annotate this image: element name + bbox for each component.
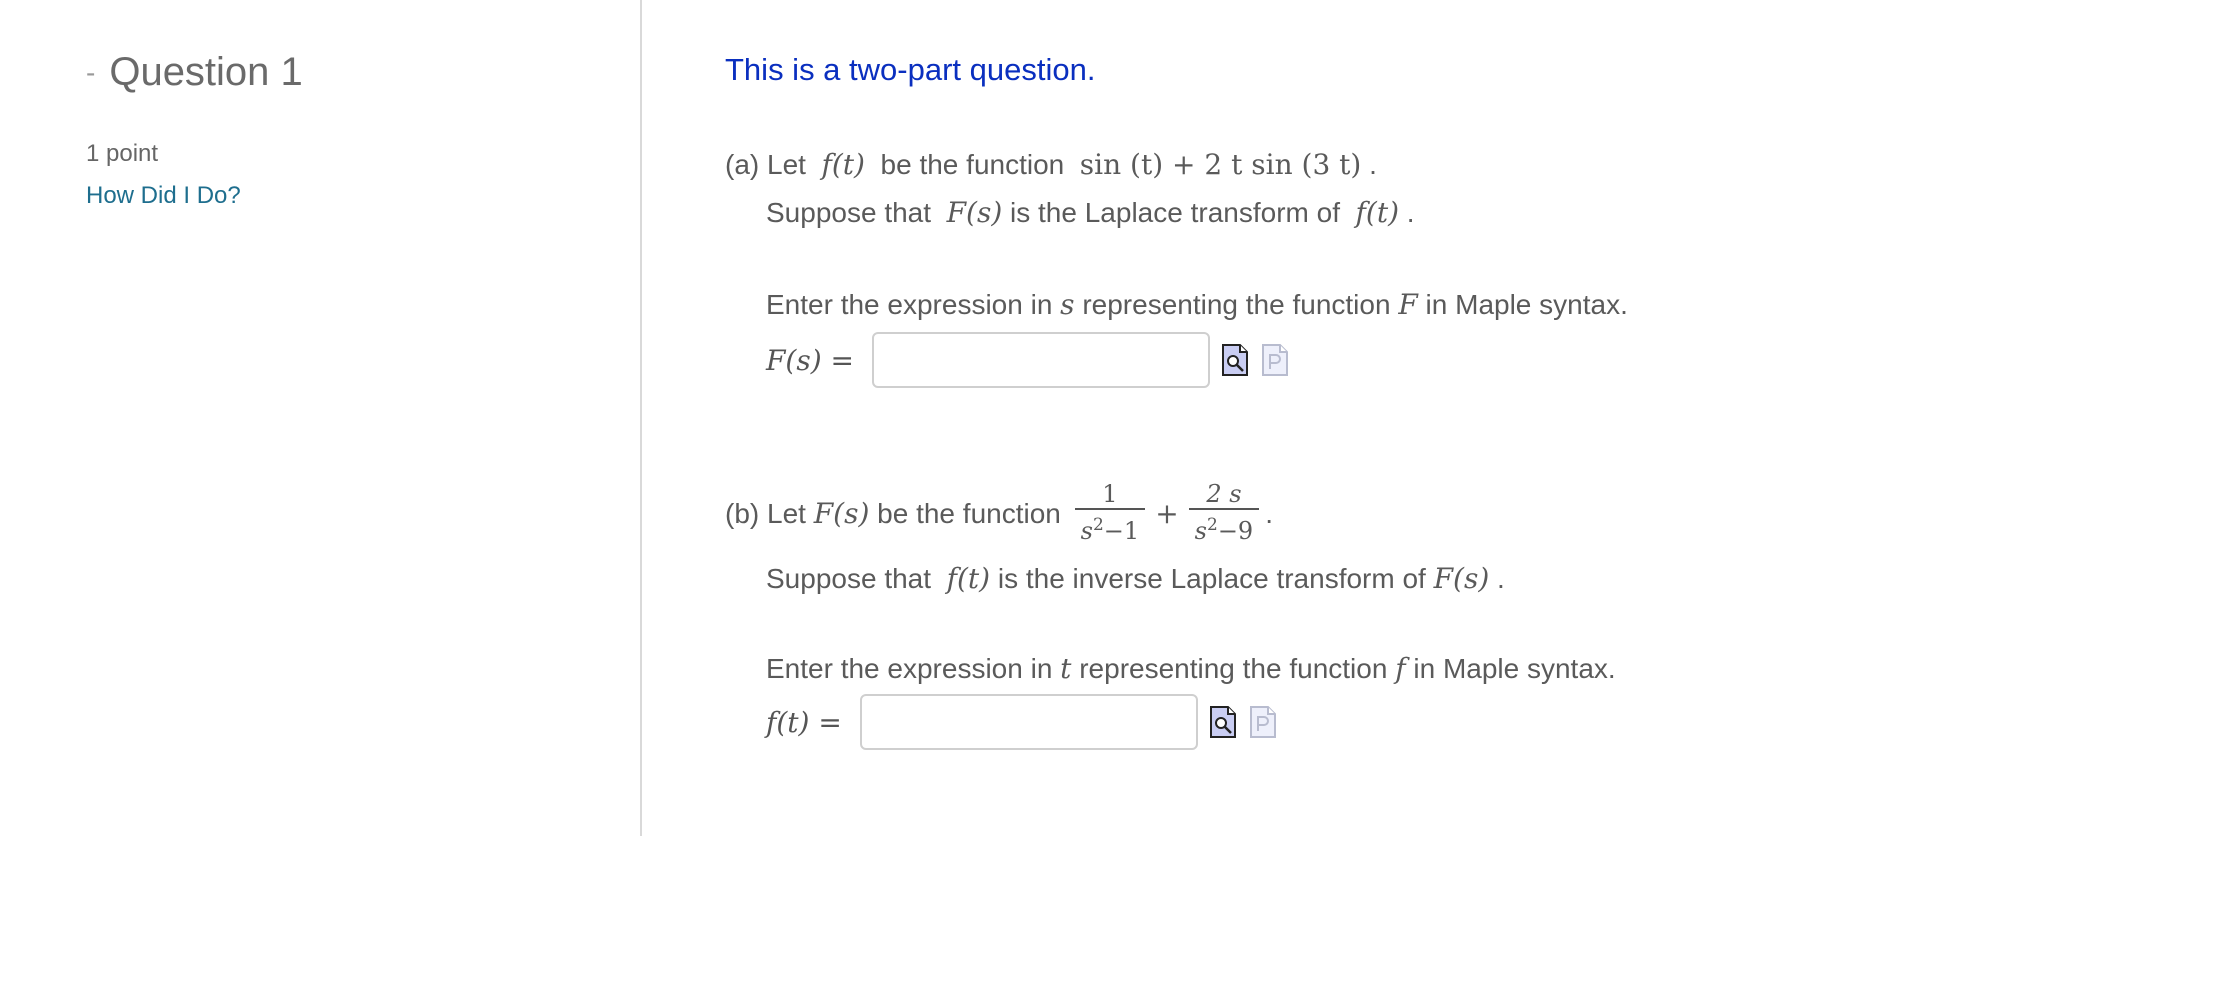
question-title: Question 1 <box>109 50 303 94</box>
collapse-dash-icon[interactable]: - <box>86 56 96 88</box>
part-b-var: t <box>1060 652 1072 685</box>
part-a-enter-suffix: in Maple syntax. <box>1425 289 1628 320</box>
part-a-suppose-prefix: Suppose that <box>766 197 932 228</box>
part-a-instructions <box>766 288 1628 321</box>
part-b-suppose-prefix: Suppose that <box>766 563 932 594</box>
part-b-period2: . <box>1497 563 1505 594</box>
part-b-enter-prefix: Enter the expression in <box>766 653 1053 684</box>
preview-icon[interactable] <box>1208 705 1238 739</box>
part-a-answer-row <box>766 332 1290 388</box>
part-a-period: . <box>1369 149 1377 180</box>
part-b-be-the-function: be the function <box>877 497 1061 529</box>
part-a-ft2: f(t) <box>1355 196 1400 229</box>
part-a-answer-input[interactable] <box>872 332 1210 388</box>
question-header <box>86 50 303 95</box>
part-b-lead: (b) Let <box>725 497 806 529</box>
part-b-suppose <box>766 562 1505 595</box>
part-b-statement <box>725 480 1273 547</box>
part-b-Fs: F(s) <box>813 497 870 530</box>
part-b-enter-suffix: in Maple syntax. <box>1413 653 1616 684</box>
plus-sign: + <box>1155 497 1179 530</box>
fraction-two-denominator: $s^2-9$ <box>1194 515 1254 545</box>
equation-editor-icon[interactable] <box>1260 343 1290 377</box>
part-a-suppose-mid: is the Laplace transform of <box>1010 197 1340 228</box>
part-b-Fs2: F(s) <box>1433 562 1490 595</box>
how-did-i-do-link[interactable]: How Did I Do? <box>86 182 241 209</box>
points-label: 1 point <box>86 140 159 167</box>
part-a-enter-prefix: Enter the expression in <box>766 289 1053 320</box>
part-a-period2: . <box>1406 197 1415 228</box>
part-a-Fs: F(s) <box>946 196 1003 229</box>
part-b-suppose-mid: is the inverse Laplace transform of <box>997 563 1426 594</box>
question-sidebar <box>0 0 642 836</box>
part-a-suppose <box>766 196 1415 229</box>
part-a-enter-mid: representing the function <box>1082 289 1391 320</box>
part-a-be-the-function: be the function <box>880 149 1065 180</box>
part-b-answer-label: f(t) = <box>766 705 842 739</box>
part-a-ft: f(t) <box>821 148 865 181</box>
fraction-two-numerator: 2 s <box>1206 480 1242 508</box>
part-a-fn: F <box>1398 288 1418 321</box>
part-a-answer-label: F(s) = <box>766 343 855 377</box>
fraction-one <box>1075 480 1146 547</box>
fraction-one-numerator: 1 <box>1102 480 1118 508</box>
part-b-instructions <box>766 652 1616 685</box>
fraction-one-denominator: $s^2-1$ <box>1080 515 1140 545</box>
part-a-statement <box>725 148 1377 181</box>
intro-text: This is a two-part question. <box>725 52 1096 87</box>
part-b-ft: f(t) <box>946 562 991 595</box>
part-b-enter-mid: representing the function <box>1079 653 1388 684</box>
part-a-expression: sin (t) + 2 t sin (3 t) <box>1079 148 1362 181</box>
preview-icon[interactable] <box>1220 343 1250 377</box>
fraction-two <box>1189 480 1260 547</box>
equation-editor-icon[interactable] <box>1248 705 1278 739</box>
part-b-answer-input[interactable] <box>860 694 1198 750</box>
part-a-lead: (a) Let <box>725 149 806 180</box>
part-a-var: s <box>1060 288 1075 321</box>
part-b-answer-row <box>766 694 1278 750</box>
part-b-fn: f <box>1395 652 1406 685</box>
part-b-period: . <box>1265 497 1273 529</box>
